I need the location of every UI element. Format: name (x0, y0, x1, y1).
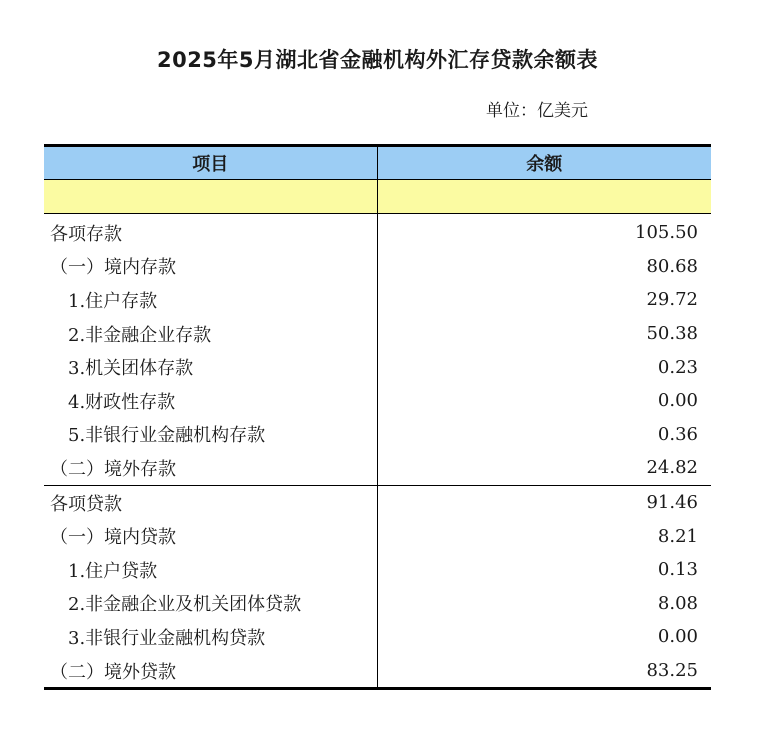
row-label: （二）境外存款 (44, 451, 377, 485)
row-label: 各项存款 (44, 214, 377, 250)
row-label: 3.机关团体存款 (44, 350, 377, 384)
row-label: 1.住户贷款 (44, 553, 377, 587)
row-value: 24.82 (646, 457, 698, 479)
table-row (44, 553, 711, 587)
balance-table (44, 144, 711, 690)
loans-section (44, 485, 711, 689)
table-row (44, 283, 711, 317)
table-row (44, 350, 711, 384)
balance-table-container (44, 144, 711, 690)
deposits-section (44, 214, 711, 486)
row-label: （二）境外贷款 (44, 654, 377, 689)
column-header-balance: 余额 (377, 146, 711, 180)
band-cell (377, 180, 711, 214)
row-label: 2.非金融企业及机关团体贷款 (44, 587, 377, 621)
row-label: （一）境内贷款 (44, 519, 377, 553)
unit-label: 单位：亿美元 (486, 101, 588, 121)
table-row (44, 620, 711, 654)
row-value: 0.00 (657, 390, 698, 412)
table-row (44, 654, 711, 689)
table-band-row (44, 180, 711, 214)
row-label: 5.非银行业金融机构存款 (44, 418, 377, 452)
table-row (44, 214, 711, 250)
row-label: 1.住户存款 (44, 283, 377, 317)
table-row (44, 485, 711, 519)
row-value: 0.36 (657, 423, 698, 445)
row-value: 83.25 (377, 654, 711, 689)
row-value: 91.46 (646, 492, 698, 514)
row-value: 29.72 (646, 289, 698, 311)
page-title: 2025年5月湖北省金融机构外汇存贷款余额表 (156, 48, 599, 72)
row-label: 各项贷款 (44, 485, 377, 519)
row-value: 80.68 (646, 255, 698, 277)
row-label: 4.财政性存款 (44, 384, 377, 418)
column-header-item: 项目 (44, 146, 377, 180)
row-label: 3.非银行业金融机构贷款 (44, 620, 377, 654)
row-value: 0.00 (657, 626, 698, 648)
row-value: 0.13 (657, 559, 698, 581)
row-value: 105.50 (635, 222, 698, 244)
table-row (44, 250, 711, 284)
row-value: 8.08 (657, 592, 698, 614)
table-row (44, 418, 711, 452)
table-row (44, 587, 711, 621)
row-value: 8.21 (657, 525, 698, 547)
table-row (44, 384, 711, 418)
table-row (44, 317, 711, 351)
row-value: 50.38 (646, 323, 698, 345)
row-label: （一）境内存款 (44, 250, 377, 284)
table-row (44, 519, 711, 553)
row-value: 0.23 (657, 356, 698, 378)
band-cell (44, 180, 377, 214)
table-header-row (44, 146, 711, 180)
table-row (44, 451, 711, 485)
row-label: 2.非金融企业存款 (44, 317, 377, 351)
